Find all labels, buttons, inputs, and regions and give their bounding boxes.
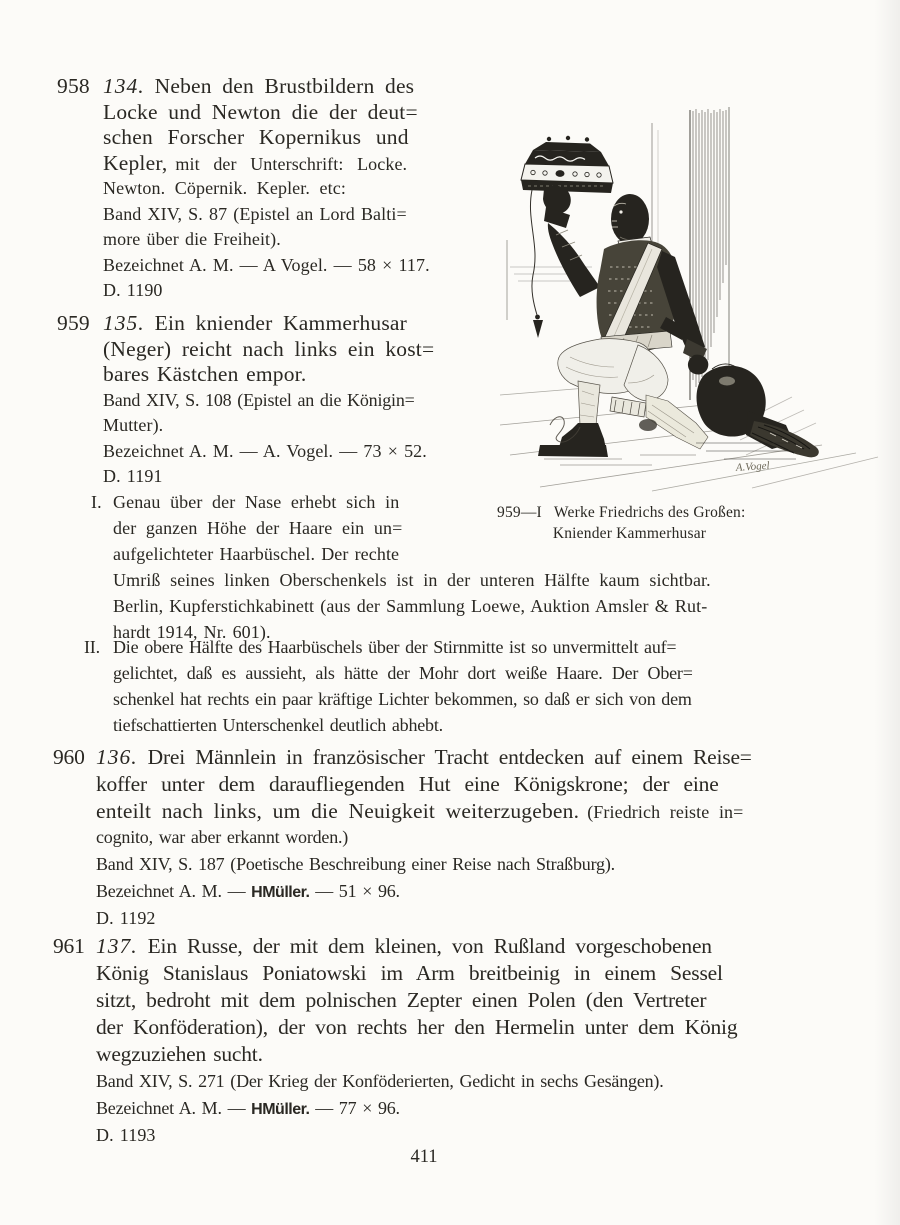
text-line: Kepler, mit der Unterschrift: Locke. <box>103 150 408 175</box>
reference-line: more über die Freiheit). <box>103 229 281 249</box>
caption-line-2 <box>497 523 762 544</box>
text-line: Newton. Cöpernik. Kepler. etc: <box>103 178 346 198</box>
text-line: (Neger) reicht nach links ein kost= <box>103 336 435 361</box>
catalog-ref-line: D. 1191 <box>103 466 163 486</box>
text-line: koffer unter dem daraufliegenden Hut eine Königskrone; der eine <box>96 771 719 796</box>
reference-line: Band XIV, S. 108 (Epistel an die Königin= <box>103 389 415 410</box>
signature-line: Bezeichnet A. M. — HMüller. — 77 × 96. <box>96 1098 400 1118</box>
entry-number: 959 <box>57 311 90 335</box>
text-line: Umriß seines linken Oberschenkels ist in der unteren Hälfte kaum sichtbar. <box>113 570 711 590</box>
caption-line-1 <box>497 502 762 523</box>
reference-line: Band XIV, S. 87 (Epistel an Lord Balti= <box>103 203 407 224</box>
note-label: II. <box>84 637 100 657</box>
mueller-monogram-text: HMüller. <box>251 883 310 901</box>
signature-line: Bezeichnet A. M. — A. Vogel. — 73 × 52. <box>103 440 427 461</box>
raised-arm-sleeve <box>548 223 600 297</box>
catalog-entry-961 <box>53 933 798 1149</box>
caption-ref: 959—I <box>497 504 542 521</box>
text-line: 958 134. Neben den Brustbildern des <box>57 74 415 98</box>
text-line: 960 136. Drei Männlein in französischer Tracht entdecken auf einem Reise= <box>53 745 752 769</box>
catalog-ref-line: D. 1192 <box>96 907 156 928</box>
caption-subtitle: Kniender Kammerhusar <box>552 525 707 542</box>
text-line: aufgelichteter Haarbüschel. Der rechte <box>113 544 400 564</box>
reference-line: Band XIV, S. 187 (Poetische Beschreibung einer Reise nach Straßburg). <box>96 854 615 875</box>
cord-and-tassel <box>530 190 543 338</box>
entry-number: 961 <box>53 934 85 958</box>
text-line: gelichtet, daß es aussieht, als hätte der Mohr dort weiße Haare. Der Ober= <box>113 663 693 683</box>
text-line: 961 137. Ein Russe, der mit dem kleinen, von Rußland vorgeschobenen <box>53 934 712 958</box>
ground-shadow <box>544 455 696 465</box>
catalog-entry-960 <box>53 744 798 932</box>
head <box>611 194 649 244</box>
work-number: 134. <box>103 74 145 98</box>
work-number: 135. <box>103 311 145 335</box>
text-line: Locke und Newton die der deut= <box>103 99 418 124</box>
text-line: der ganzen Höhe der Haare ein un= <box>113 518 403 538</box>
engraving-illustration <box>500 95 880 492</box>
text-line: enteilt nach links, um die Neuigkeit weiterzugeben. (Friedrich reiste in= <box>96 798 744 823</box>
note-label: I. <box>91 492 102 512</box>
text-line: hardt 1914, Nr. 601). <box>113 622 271 642</box>
signature-line: Bezeichnet A. M. — HMüller. — 51 × 96. <box>96 880 400 901</box>
caption-title: Werke Friedrichs des Großen: <box>553 504 746 521</box>
kneeling-hussar-engraving <box>500 95 880 492</box>
kneeling-figure <box>538 186 708 457</box>
entry-number: 960 <box>53 745 85 769</box>
text-line: schen Forscher Kopernikus und <box>103 125 409 149</box>
text-line: 959 135. Ein kniender Kammerhusar <box>57 311 408 335</box>
figure-caption <box>497 502 762 544</box>
text-line: wegzuziehen sucht. <box>96 1042 263 1066</box>
text-line: König Stanislaus Poniatowski im Arm breitbeinig in einem Sessel <box>96 961 723 985</box>
text-line: Berlin, Kupferstichkabinett (aus der Sammlung Loewe, Auktion Amsler & Rut- <box>113 596 708 616</box>
reference-line: Mutter). <box>103 415 164 435</box>
text-line: II. Die obere Hälfte des Haarbüschels über der Stirnmitte ist so unvermittelt auf= <box>84 634 844 660</box>
entry-number: 958 <box>57 74 90 98</box>
catalog-ref-line: D. 1193 <box>96 1125 156 1145</box>
condition-note-2 <box>84 634 844 738</box>
ornate-casket <box>521 136 613 193</box>
work-number: 137. <box>96 934 138 958</box>
work-number: 136. <box>96 745 138 769</box>
engraver-signature: A.Vogel <box>735 459 771 474</box>
text-line: sitzt, bedroht mit dem polnischen Zepter einen Polen (den Vertreter <box>96 988 707 1012</box>
catalog-entry-958 <box>57 74 477 304</box>
text-line: schenkel hat rechts ein paar kräftige Lichter bekommen, so daß er sich von dem <box>113 689 692 709</box>
mueller-monogram-text: HMüller. <box>251 1101 310 1118</box>
text-line: tiefschattierten Unterschenkel deutlich abhebt. <box>113 715 443 735</box>
reference-line: Band XIV, S. 271 (Der Krieg der Konföderierten, Gedicht in sechs Gesängen). <box>96 1071 664 1091</box>
text-line: bares Kästchen empor. <box>103 362 307 386</box>
signature-line: Bezeichnet A. M. — A Vogel. — 58 × 117. <box>103 254 430 275</box>
catalog-ref-line: D. 1190 <box>103 280 163 300</box>
text-line: I. Genau über der Nase erhebt sich in <box>91 489 851 515</box>
text-line: cognito, war aber erkannt worden.) <box>96 827 349 848</box>
catalog-entry-959 <box>57 311 477 490</box>
text-line: der Konföderation), der von rechts her den Hermelin unter dem König <box>96 1015 738 1039</box>
page-number: 411 <box>410 1147 438 1167</box>
